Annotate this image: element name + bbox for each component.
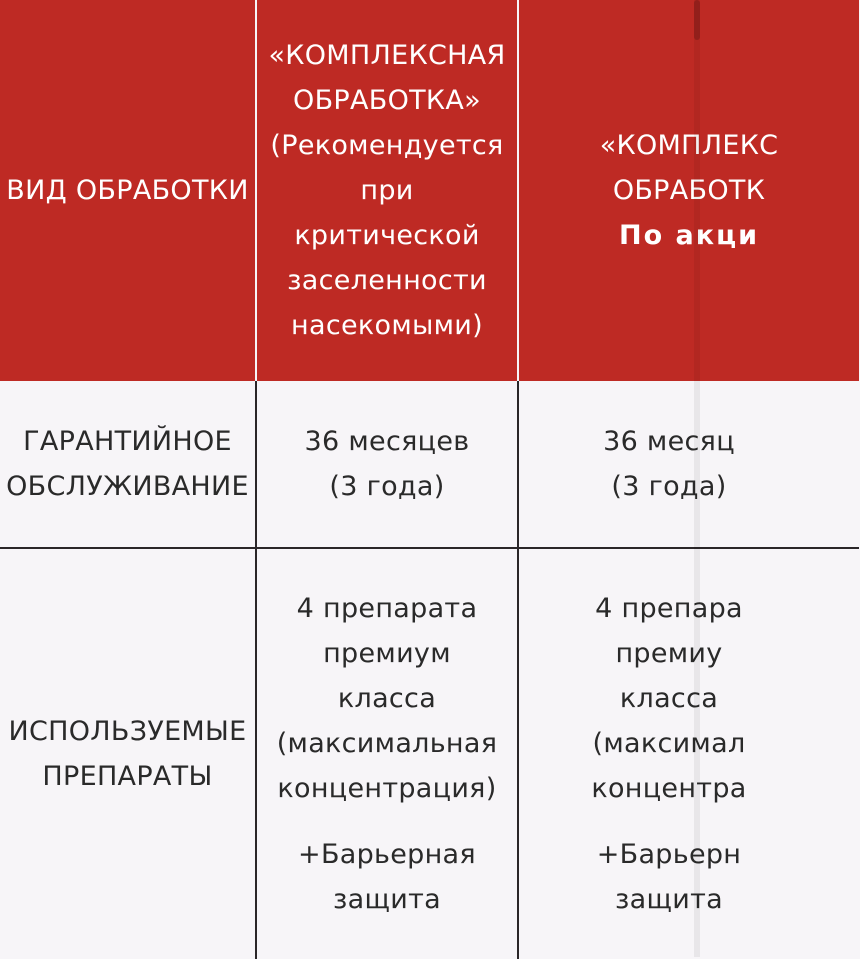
row-products-complex <box>257 549 519 959</box>
cell-line: +Барьерн <box>596 839 742 870</box>
horizontal-scroll-indicator[interactable] <box>694 0 700 957</box>
cell-line: премиум <box>323 638 451 669</box>
row-label-line: ПРЕПАРАТЫ <box>42 761 213 792</box>
cell-line: класса <box>337 683 437 714</box>
row-label-line: ОБСЛУЖИВАНИЕ <box>6 471 249 502</box>
row-warranty-label <box>0 381 257 549</box>
header-complex-line: насекомыми) <box>291 310 483 341</box>
cell-line: (максимал <box>592 728 746 759</box>
cell-line: защита <box>333 884 441 915</box>
header-complex-line: «КОМПЛЕКСНАЯ <box>268 40 506 71</box>
cell-line: премиу <box>615 638 723 669</box>
header-treatment-type <box>0 0 257 381</box>
header-complex-line: заселенности <box>287 265 487 296</box>
scrollbar-thumb[interactable] <box>694 0 700 40</box>
header-promo-line: По акци <box>618 220 760 251</box>
cell-line: +Барьерная <box>298 839 476 870</box>
header-complex-treatment <box>257 0 519 381</box>
cell-line: концентра <box>591 773 747 804</box>
header-complex-line: критической <box>294 220 480 251</box>
header-complex-line: при <box>360 175 414 206</box>
cell-line: 36 месяцев <box>304 426 470 457</box>
header-treatment-type-label: ВИД ОБРАБОТКИ <box>6 175 249 206</box>
cell-line: защита <box>615 884 723 915</box>
row-products-label <box>0 549 257 959</box>
cell-line: (3 года) <box>611 471 727 502</box>
cell-line: 36 месяц <box>603 426 735 457</box>
row-warranty-complex <box>257 381 519 549</box>
cell-line: 4 препара <box>595 593 743 624</box>
cell-line: 4 препарата <box>296 593 478 624</box>
header-promo-line: «КОМПЛЕКС <box>599 130 779 161</box>
cell-line: (максимальная <box>276 728 498 759</box>
header-promo-line: ОБРАБОТК <box>612 175 766 206</box>
header-complex-treatment-promo <box>519 0 859 381</box>
cell-line: концентрация) <box>277 773 497 804</box>
row-products-promo <box>519 549 859 959</box>
cell-line: класса <box>619 683 719 714</box>
row-warranty-promo <box>519 381 859 549</box>
header-complex-line: (Рекомендуется <box>270 130 504 161</box>
row-label-line: ГАРАНТИЙНОЕ <box>23 426 232 457</box>
cell-line: (3 года) <box>329 471 445 502</box>
header-complex-line: ОБРАБОТКА» <box>293 85 481 116</box>
row-label-line: ИСПОЛЬЗУЕМЫЕ <box>8 716 247 747</box>
